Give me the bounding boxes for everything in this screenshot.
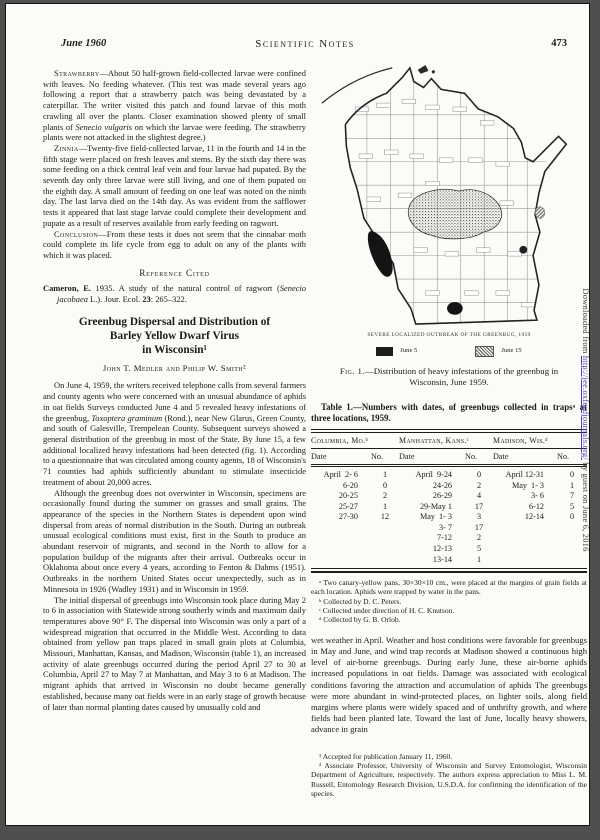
cell: 6-20 <box>342 480 358 490</box>
table-1 <box>311 429 587 573</box>
table-row <box>311 491 587 502</box>
col-header-no: No. <box>557 449 587 466</box>
cell <box>371 523 399 534</box>
paragraph-text: —From these tests it does not seem that the cinnabar moth could complete its life cycle from egg to adult on any of the plants with which it was placed. <box>43 228 306 260</box>
cell: 0 <box>382 480 388 490</box>
article-title <box>43 315 306 357</box>
legend-label: June 15 <box>501 347 522 355</box>
article-title-line: in Wisconsin¹ <box>142 343 207 356</box>
table-group-header-row <box>311 432 587 449</box>
paragraph-text: —Twenty-five field-collected larvae, 11 in the fourth and 14 in the fifth stage were placed on fresh leaves and stems. By the sixth day there was some feeding on a thick central leaf vein and four larvae had pupated. By the seventh day only three larvae were still living, and one of them pupated on the eighth day. A small amount of feeding on one leaf was noted on the ninth day. The last larva died on the 14th day. As was evident from the safflower tests it appeared that last stage larvae could complete their development and pupate as a result of reserves available from early feeding on ragwort. <box>43 142 306 228</box>
cell: 5 <box>476 544 482 554</box>
legend-label: June 5 <box>400 347 418 355</box>
article-authors: John T. Medler and Philip W. Smith² <box>102 362 247 373</box>
cell: 20-25 <box>338 491 358 501</box>
cell: 29-May 1 <box>419 501 453 511</box>
cell: 25-27 <box>338 501 358 511</box>
reference-text: : 265–322. <box>150 294 187 305</box>
cell <box>493 523 557 534</box>
cell: 12-13 <box>432 544 453 554</box>
cell: 1 <box>382 469 388 479</box>
article-title-line: Greenbug Dispersal and Distribution of <box>78 315 271 328</box>
cell <box>493 555 557 569</box>
footnote-1: ¹ Accepted for publication January 11, 1960. <box>319 751 453 761</box>
figure-caption <box>330 366 568 388</box>
cell: 2 <box>382 491 388 501</box>
cell: 24-26 <box>432 480 453 490</box>
infestation-area-june5-west <box>368 231 393 277</box>
reference-text: 1935. A study of the natural control of ragwort ( <box>91 283 280 294</box>
col-header-no: No. <box>371 449 399 466</box>
infestation-hatched-east <box>535 207 545 219</box>
apostle-islands <box>418 65 429 74</box>
cell: 3- 7 <box>439 522 453 532</box>
map-legend-title: SEVERE LOCALIZED OUTBREAK OF THE GREENBUG, 1959 <box>367 332 531 339</box>
cell: 0 <box>476 469 482 479</box>
map-legend <box>313 345 585 356</box>
cell: 26-29 <box>432 491 453 501</box>
cell: 7 <box>569 491 575 501</box>
cell: 2 <box>476 533 482 543</box>
solid-black-swatch <box>376 347 393 356</box>
article-paragraph-2: Although the greenbug does not overwinter in Wisconsin, specimens are occasionally found during the summer on grasses and small grains. The appearance of the species in the Northern States is dependent upon wind dispersal from areas of normal distribution in the South. During an outbreak unusual ecological conditions must exist, first in the South to produce an abundant reservoir of migrants, and second in the North to allow for a population buildup of the migrants after their arrival. Outbreaks occur in Oklahoma about once every 4 years, according to Fenton & Dahms (1951). Outbreaks in the northern United States occur unexpectedly, such as in Minnesota in 1926 (Wadley 1931) and in Wisconsin in 1959. <box>43 487 306 594</box>
watermark-text: Downloaded from <box>581 288 591 356</box>
cell: 3 <box>476 512 482 522</box>
cell: 2 <box>476 480 482 490</box>
col-header-date: Date <box>493 449 557 466</box>
table-footnote-b: ᵇ Collected by D. C. Peters. <box>319 596 402 606</box>
paragraph-text: on which the larvae were feeding. The strawberry plants were not attacked in the slightest degree.) <box>43 121 306 143</box>
cell: 4 <box>476 491 482 501</box>
cell: 1 <box>476 554 482 564</box>
cell: 0 <box>569 512 575 522</box>
species-name: Toxoptera graminum <box>91 412 163 423</box>
download-watermark <box>581 288 591 551</box>
table-row <box>311 512 587 523</box>
cell: May 1- 3 <box>511 480 545 490</box>
cell <box>557 555 587 569</box>
paragraph-text: (Rond.), near New Glarus, Green County, and south of Galesville, Trempelean County. Subsequent surveys showed a general distribution of the greenbug in most of the State. By June 15, a few additional localized heavy infestations had been detected (fig. 1). According to a questionnaire that was circulated among county agents, 18 of Wisconsin's 71 counties had aphids sufficiently abundant to stimulate insecticide treatment of about 20,000 acres. <box>43 412 306 487</box>
table-subheader-row <box>311 449 587 466</box>
paragraph-lead: Zinnia <box>54 142 79 153</box>
species-name: Senecio jacobaea <box>57 283 306 305</box>
reference-author: Cameron, E. <box>43 283 91 294</box>
paragraph-text: —About 50 half-grown field-collected larvae were confined with leaves. No feeding whatever. (This test was made several years ago following a report that a strawberry patch was being devastated by a caterpillar. The writer visited this patch and found larvae of this moth crawling all over the plants. Closer examination showed plenty of small plants of <box>43 68 306 132</box>
cell: 6-12 <box>529 501 545 511</box>
journal-date: June 1960 <box>61 38 107 49</box>
figure-caption-text: —Distribution of heavy infestations of the greenbug in Wisconsin, June 1959. <box>364 365 559 387</box>
table-title <box>311 402 587 424</box>
reference-entry <box>43 283 306 304</box>
cell <box>493 533 557 544</box>
cell: May 1- 3 <box>419 512 453 522</box>
footnote-2: ² Associate Professor, University of Wisconsin and Survey Entomologist, Wisconsin Department of Agriculture, respectively. The authors express appreciation to Miss L. M. Russell, Entomology Research Division, U.S.D.A. for confirming the identification of the species. <box>311 761 587 799</box>
island-dot <box>432 70 435 73</box>
table-row <box>311 544 587 555</box>
column-group-madison: Madison, Wis.ᵈ <box>493 432 587 449</box>
cell: 13-14 <box>432 554 453 564</box>
cell: 12 <box>380 512 390 522</box>
infestation-dot-east <box>519 246 527 254</box>
reference-volume: 23 <box>142 294 151 305</box>
article-paragraph-1 <box>43 380 306 487</box>
reference-cited-heading: Reference Cited <box>139 267 210 278</box>
cell: 5 <box>569 501 575 511</box>
cell: 3- 6 <box>531 491 545 501</box>
paragraph-strawberry <box>43 68 306 143</box>
table-row <box>311 555 587 569</box>
species-name: Senecio vulgaris <box>75 121 133 132</box>
left-column <box>43 68 306 826</box>
continuation-paragraph: wet weather in April. Weather and host conditions were favorable for greenbugs in May and June, and wind trap records at Madison showed a continuous high level of air-borne greenbugs. During early June, these air-borne aphids increased populations in oat fields. Damage was associated with ecological conditions favoring the attraction and accumulation of aphids The greenbugs were more abundant in wind-protected places, on lighter soils, along field margins where plants were widely spaced and of unthrifty growth, and where fields had been planted late. Toward the last of June, locally heavy showers, advance in grain <box>311 634 587 735</box>
hatched-swatch <box>475 346 494 357</box>
cell <box>311 544 371 555</box>
cell: 17 <box>474 522 484 532</box>
page-header <box>43 38 567 54</box>
cell: 12-14 <box>524 512 545 522</box>
table-row <box>311 523 587 534</box>
cell <box>311 555 371 569</box>
article-title-line: Barley Yellow Dwarf Virus <box>109 329 240 342</box>
table-title-lead: Table 1. <box>321 401 353 412</box>
col-header-no: No. <box>465 449 493 466</box>
right-column <box>311 64 587 826</box>
figure-1 <box>313 64 585 388</box>
col-header-date: Date <box>311 449 371 466</box>
cell <box>493 544 557 555</box>
cell <box>311 533 371 544</box>
paragraph-lead: Strawberry <box>54 68 100 78</box>
cell <box>311 523 371 534</box>
journal-url-link[interactable]: http://jee.oxfordjournals.org/ <box>581 355 591 460</box>
cell: 1 <box>382 501 388 511</box>
lake-superior-shoreline <box>322 68 392 103</box>
table-footnotes <box>311 578 587 625</box>
paragraph-conclusion <box>43 229 306 261</box>
table-row <box>311 465 587 480</box>
table-row <box>311 481 587 492</box>
watermark-text: by guest on June 6, 2016 <box>581 459 591 552</box>
table-footnote-c: ᶜ Collected under direction of H. C. Knutson. <box>319 605 455 615</box>
cell: April 9-24 <box>415 469 453 479</box>
cell: 17 <box>474 501 484 511</box>
cell: 27-30 <box>338 512 358 522</box>
running-head: Scientific Notes <box>255 38 355 50</box>
legend-item-june15 <box>475 345 521 356</box>
table-footnote-a: ᵃ Two canary-yellow pans, 30×30×10 cm., were placed at the margins of grain fields at each location. Aphids were trapped by water in the pans. <box>311 577 587 597</box>
table-row <box>311 533 587 544</box>
paragraph-zinnia <box>43 143 306 229</box>
table-footnote-d: ᵈ Collected by G. B. Orlob. <box>319 615 401 625</box>
col-header-date: Date <box>399 449 465 466</box>
cell: 1 <box>569 480 575 490</box>
cell <box>371 544 399 555</box>
legend-item-june5 <box>376 345 417 356</box>
infestation-area-june5-south <box>447 302 463 315</box>
journal-page <box>5 3 590 826</box>
wisconsin-county-map <box>313 64 585 326</box>
table-row <box>311 502 587 513</box>
cell: April 12-31 <box>505 469 545 479</box>
paragraph-lead: Conclusion <box>54 228 99 239</box>
article-paragraph-3: The initial dispersal of greenbugs into Wisconsin took place during May 2 to 6 in association with Statewide strong southerly winds and maximum daily temperatures above 90° F. The dispersal into Wisconsin was only a part of a widespread migration that occurred in the Middle West. According to data obtained from yellow pan traps placed in small grain plots at Columbia, Missouri, Manhattan, Kansas, and Madison, Wisconsin (table 1), an increased activity of alate greenbugs occurred during the period April 27 to 30 at Columbia, April 27 to May 7 at Manhattan, and May 3 to 6 at Madison. The migrant aphids that arrived in Wisconsin no doubt became generally established, because many oat fields were in an early stage of growth because of later than normal planting dates caused by unusually cold and <box>43 594 306 712</box>
cell <box>371 533 399 544</box>
reference-text: L.). Jour. Ecol. <box>87 294 143 305</box>
column-group-columbia: Columbia, Mo.ᵇ <box>311 432 399 449</box>
page-number: 473 <box>551 38 567 49</box>
cell <box>371 555 399 569</box>
cell: April 2- 6 <box>323 469 358 479</box>
cell: 0 <box>569 469 575 479</box>
column-group-manhattan: Manhattan, Kans.ᶜ <box>399 432 493 449</box>
infestation-area-june15-central <box>408 189 501 238</box>
article-footnotes <box>311 752 587 799</box>
paragraph-text: On June 4, 1959, the writers received telephone calls from several farmers and county agents who were concerned with an unusual abundance of aphids in oat fields Surveys conducted June 4 and 5 revealed heavy infestations of the greenbug, <box>43 380 306 423</box>
cell: 7-12 <box>437 533 453 543</box>
figure-caption-lead: Fig. 1. <box>339 365 365 376</box>
table-title-text: —Numbers with dates, of greenbugs collected in trapsᵃ at three locations, 1959. <box>311 401 587 423</box>
